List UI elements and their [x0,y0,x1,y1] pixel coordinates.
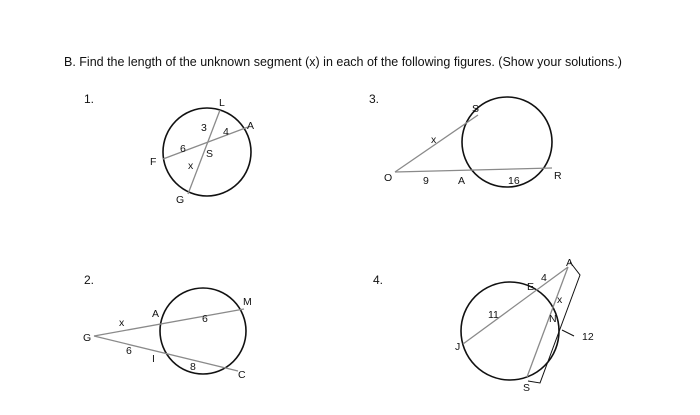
figure-2-circle [160,288,246,374]
figure-2-label-A: A [152,308,160,320]
figure-2-label-M: M [243,296,252,308]
figure-2-seg-IC: 8 [190,361,196,373]
figure-3-label-O: O [384,172,393,184]
figure-4-label-A: A [566,257,574,269]
problem-4-number: 4. [373,273,384,287]
figure-1-seg-FS: 6 [180,143,186,155]
figure-3-tangent-OS [395,115,478,172]
figure-2-label-C: C [238,369,246,381]
figure-2-secant-GC [94,336,238,371]
figure-3 [384,97,562,187]
figure-1-seg-SG: x [188,160,194,172]
figure-1-label-F: F [150,156,157,168]
figure-4-seg-AE: 4 [541,272,547,284]
figure-4-label-E: E [527,281,535,293]
figure-3-label-R: R [554,170,562,182]
figure-2-label-G: G [83,332,92,344]
figure-3-seg-AR: 16 [508,175,520,187]
figure-4-seg-AN: x [557,294,563,306]
figure-1-label-L: L [219,97,225,109]
figure-1-seg-SA: 4 [223,126,229,138]
problem-1-number: 1. [84,92,95,106]
figure-1-label-G: G [176,194,185,206]
figure-2-seg-AM: 6 [202,313,208,325]
figure-3-seg-OA: 9 [423,175,429,187]
problem-3-number: 3. [369,92,380,106]
figure-2-seg-GA: x [119,317,125,329]
figure-2-seg-GI: 6 [126,345,132,357]
figure-1 [150,97,254,206]
figure-3-label-A: A [458,175,466,187]
instruction-text: B. Find the length of the unknown segment (x) in each of the following figures. (Show your solutions.) [64,55,622,69]
figure-1-label-S: S [206,148,214,160]
figure-4 [455,257,594,394]
figure-4-dimension-tick [562,330,574,336]
problem-2-number: 2. [84,273,95,287]
figure-4-label-J: J [455,341,461,353]
figure-4-label-N: N [549,313,557,325]
figure-3-label-S: S [472,103,480,115]
figure-4-seg-EJ: 11 [488,309,499,321]
figure-4-seg-NS: 12 [582,331,594,343]
figure-2 [83,288,252,381]
figure-2-secant-GM [94,309,244,336]
figure-3-seg-OS: x [431,134,437,146]
figure-2-label-I: I [152,353,155,365]
figure-1-label-A: A [247,120,255,132]
figure-4-label-S: S [523,382,531,394]
figure-1-seg-LS: 3 [201,122,207,134]
